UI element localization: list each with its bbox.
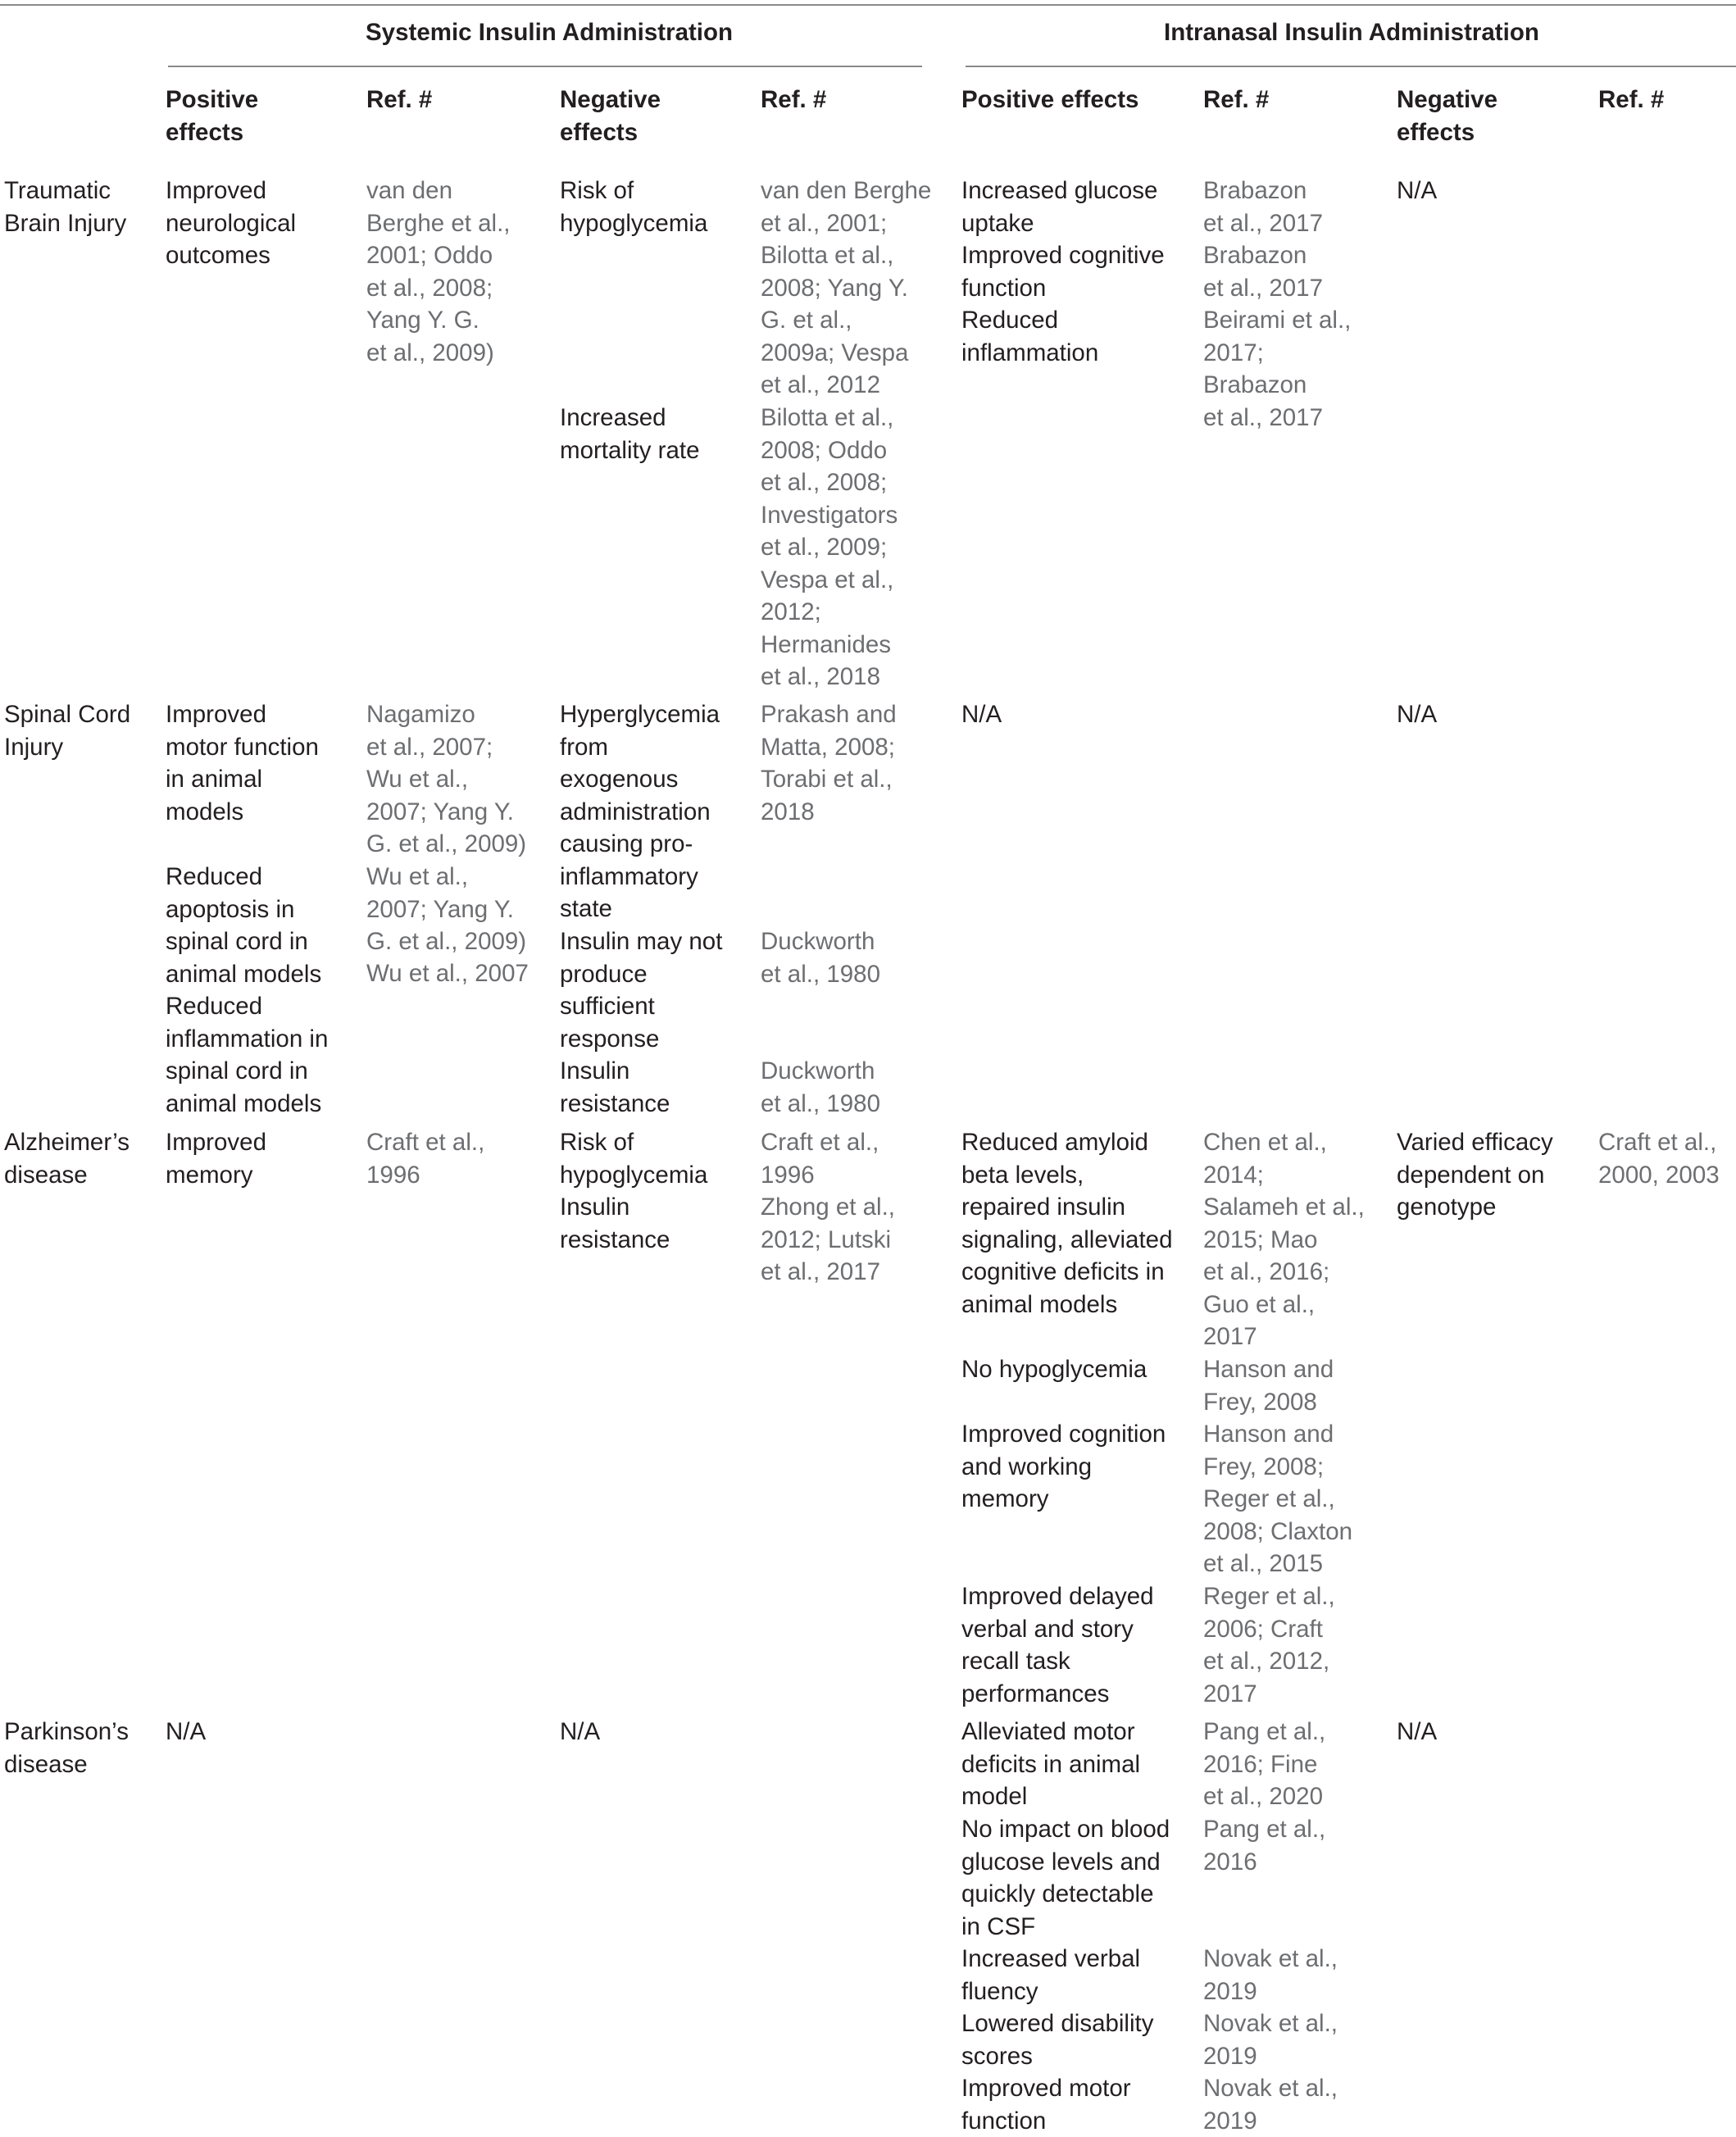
ad-nas-positive-effect: Improved delayed verbal and story recall task performances bbox=[961, 1583, 1154, 1707]
row-label-pd: Parkinson’s disease bbox=[4, 1718, 129, 1778]
pd-nas-positive-ref: Pang et al., 2016; Fine et al., 2020 bbox=[1203, 1718, 1326, 1810]
pd-nas-positive-ref: Novak et al., 2019 bbox=[1203, 1945, 1338, 2005]
pd-sys-negative-effect: N/A bbox=[560, 1718, 601, 1745]
row-label-sci: Spinal Cord Injury bbox=[4, 701, 131, 761]
sci-sys-positive-ref: Nagamizo et al., 2007; Wu et al., 2007; Yang Y. G. et al., 2009) bbox=[366, 701, 527, 857]
sci-sys-positive-effect: Improved motor function in animal models bbox=[166, 701, 319, 825]
sci-sys-positive-ref: Wu et al., 2007; Yang Y. G. et al., 2009) bbox=[366, 863, 527, 955]
ad-nas-positive-ref: Reger et al., 2006; Craft et al., 2012, 2017 bbox=[1203, 1583, 1335, 1707]
ad-sys-negative-effect: Insulin resistance bbox=[560, 1194, 670, 1253]
group-header-intranasal: Intranasal Insulin Administration bbox=[1164, 19, 1539, 46]
pd-sys-positive-effect: N/A bbox=[166, 1718, 207, 1745]
ad-nas-positive-ref: Hanson and Frey, 2008; Reger et al., 2008; Claxton et al., 2015 bbox=[1203, 1421, 1353, 1577]
tbi-nas-positive-ref: Brabazon et al., 2017 bbox=[1203, 242, 1323, 302]
ad-nas-positive-ref: Hanson and Frey, 2008 bbox=[1203, 1356, 1334, 1416]
ad-nas-negative-effect: Varied efficacy dependent on genotype bbox=[1397, 1129, 1553, 1221]
column-header-sys-positive: Positive effects bbox=[166, 86, 259, 146]
tbi-nas-positive-ref: Brabazon et al., 2017 bbox=[1203, 177, 1323, 237]
sci-sys-negative-ref: Prakash and Matta, 2008; Torabi et al., 2018 bbox=[761, 701, 897, 825]
pd-nas-positive-effect: No impact on blood glucose levels and quickly detectable in CSF bbox=[961, 1816, 1170, 1940]
column-header-nas-negative: Negative effects bbox=[1397, 86, 1497, 146]
sci-sys-negative-effect: Hyperglycemia from exogenous administration causing pro- inflammatory state bbox=[560, 701, 720, 922]
sci-sys-negative-effect: Insulin resistance bbox=[560, 1057, 670, 1117]
column-header-nas-negative-ref: Ref. # bbox=[1598, 86, 1665, 113]
ad-nas-positive-effect: No hypoglycemia bbox=[961, 1356, 1147, 1383]
ad-nas-positive-effect: Reduced amyloid beta levels, repaired insulin signaling, alleviated cognitive deficits in animal models bbox=[961, 1129, 1173, 1318]
tbi-sys-positive-effect: Improved neurological outcomes bbox=[166, 177, 297, 269]
ad-sys-negative-effect: Risk of hypoglycemia bbox=[560, 1129, 708, 1189]
ad-sys-negative-ref: Zhong et al., 2012; Lutski et al., 2017 bbox=[761, 1194, 895, 1285]
sci-sys-negative-ref: Duckworth et al., 1980 bbox=[761, 1057, 880, 1117]
sci-sys-positive-effect: Reduced inflammation in spinal cord in animal models bbox=[166, 993, 329, 1117]
sci-sys-positive-effect: Reduced apoptosis in spinal cord in animal models bbox=[166, 863, 322, 988]
group-rule-intranasal bbox=[966, 66, 1736, 67]
sci-sys-negative-effect: Insulin may not produce sufficient response bbox=[560, 928, 723, 1053]
column-header-nas-positive-ref: Ref. # bbox=[1203, 86, 1270, 113]
tbi-sys-positive-ref: van den Berghe et al., 2001; Oddo et al., 2008; Yang Y. G. et al., 2009) bbox=[366, 177, 511, 366]
tbi-nas-negative-effect: N/A bbox=[1397, 177, 1438, 204]
ad-nas-negative-ref: Craft et al., 2000, 2003 bbox=[1598, 1129, 1720, 1189]
group-rule-systemic bbox=[168, 66, 922, 67]
pd-nas-positive-effect: Improved motor function bbox=[961, 2075, 1131, 2135]
sci-sys-positive-ref: Wu et al., 2007 bbox=[366, 960, 529, 987]
tbi-nas-positive-ref: Beirami et al., 2017; Brabazon et al., 2017 bbox=[1203, 307, 1352, 431]
column-header-sys-positive-ref: Ref. # bbox=[366, 86, 433, 113]
pd-nas-positive-ref: Novak et al., 2019 bbox=[1203, 2075, 1338, 2135]
row-label-ad: Alzheimer’s disease bbox=[4, 1129, 130, 1189]
ad-sys-positive-ref: Craft et al., 1996 bbox=[366, 1129, 485, 1189]
ad-nas-positive-effect: Improved cognition and working memory bbox=[961, 1421, 1166, 1512]
column-header-sys-negative-ref: Ref. # bbox=[761, 86, 827, 113]
pd-nas-positive-ref: Pang et al., 2016 bbox=[1203, 1816, 1326, 1876]
group-header-systemic: Systemic Insulin Administration bbox=[366, 19, 734, 46]
pd-nas-positive-effect: Lowered disability scores bbox=[961, 2010, 1154, 2070]
column-header-sys-negative: Negative effects bbox=[560, 86, 661, 146]
ad-nas-positive-ref: Chen et al., 2014; Salameh et al., 2015; Mao et al., 2016; Guo et al., 2017 bbox=[1203, 1129, 1365, 1350]
pd-nas-positive-ref: Novak et al., 2019 bbox=[1203, 2010, 1338, 2070]
ad-sys-negative-ref: Craft et al., 1996 bbox=[761, 1129, 879, 1189]
sci-nas-negative-effect: N/A bbox=[1397, 701, 1438, 728]
tbi-nas-positive-effect: Increased glucose uptake bbox=[961, 177, 1158, 237]
tbi-nas-positive-effect: Improved cognitive function bbox=[961, 242, 1165, 302]
pd-nas-negative-effect: N/A bbox=[1397, 1718, 1438, 1745]
tbi-nas-positive-effect: Reduced inflammation bbox=[961, 307, 1099, 366]
pd-nas-positive-effect: Increased verbal fluency bbox=[961, 1945, 1141, 2005]
pd-nas-positive-effect: Alleviated motor deficits in animal model bbox=[961, 1718, 1141, 1810]
tbi-sys-negative-ref: Bilotta et al., 2008; Oddo et al., 2008; Investigators et al., 2009; Vespa et al., 2012; Hermanides et al., 2018 bbox=[761, 404, 898, 690]
tbi-sys-negative-effect: Risk of hypoglycemia bbox=[560, 177, 708, 237]
tbi-sys-negative-effect: Increased mortality rate bbox=[560, 404, 700, 464]
sci-sys-negative-ref: Duckworth et al., 1980 bbox=[761, 928, 880, 988]
tbi-sys-negative-ref: van den Berghe et al., 2001; Bilotta et al., 2008; Yang Y. G. et al., 2009a; Vespa et al., 2012 bbox=[761, 177, 932, 398]
row-label-tbi: Traumatic Brain Injury bbox=[4, 177, 127, 237]
ad-sys-positive-effect: Improved memory bbox=[166, 1129, 266, 1189]
table-top-rule bbox=[0, 4, 1736, 6]
column-header-nas-positive: Positive effects bbox=[961, 86, 1139, 113]
sci-nas-positive-effect: N/A bbox=[961, 701, 1002, 728]
